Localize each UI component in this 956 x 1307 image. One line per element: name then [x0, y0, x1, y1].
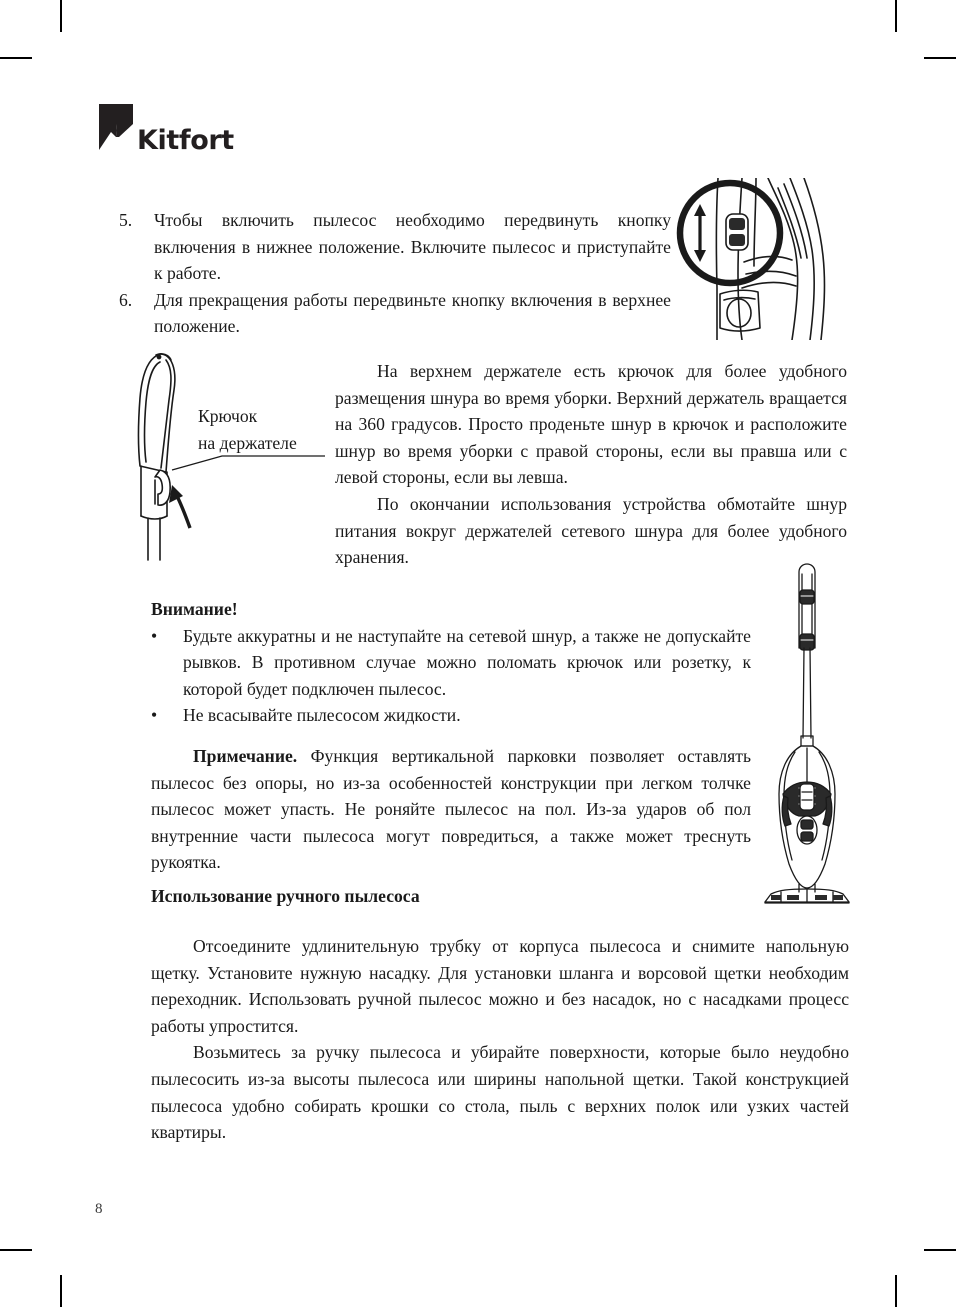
- list-item: [119, 287, 671, 340]
- crop-mark-top-left-vertical: [60, 0, 62, 32]
- note-lead: Примечание.: [193, 746, 298, 766]
- crop-mark-bottom-left-horizontal: [0, 1249, 32, 1251]
- note-block: [151, 743, 751, 876]
- paragraph: [151, 743, 751, 876]
- list-item-text: Не всасывайте пылесосом жидкости.: [183, 705, 461, 726]
- list-item-text: Чтобы включить пылесос необходимо передвинуть кнопку включения в нижнее положение. Включите пылесос и приступайте к работе.: [154, 210, 671, 284]
- paragraph: На верхнем держателе есть крючок для более удобного размещения шнура во время уборки. Верхний держатель вращается на 360 градусов. Просто проденьте шнур в крючок и расположите шнур во время уборки с правой стороны, если вы правша или с левой стороны, если вы левша.: [335, 361, 847, 488]
- list-item: [119, 207, 671, 287]
- paragraph: Отсоедините удлинительную трубку от корпуса пылесоса и снимите напольную щетку. Установите нужную насадку. Для установки шланга и ворсовой щетки необходим переходник. Использовать ручной пылесос можно и без насадок, но с насадками процесс работы упростится.: [151, 936, 849, 1036]
- paragraph: По окончании использования устройства обмотайте шнур питания вокруг держателей сетевого шнура для более удобного хранения.: [335, 493, 847, 568]
- upright-vacuum-illustration: [757, 562, 857, 904]
- paragraph: Возьмитесь за ручку пылесоса и убирайте поверхности, которые было неудобно пылесосить из-за высоты пылесоса или ширины напольной щетки. Такой конструкцией пылесоса удобно собирать крошки со стола, пыль с верхних полок или узких частей квартиры.: [151, 1042, 849, 1143]
- hook-label-line-2: на держателе: [198, 432, 297, 453]
- list-item: [151, 702, 751, 729]
- curved-arrow-icon: [169, 485, 190, 528]
- list-item-text: Будьте аккуратны и не наступайте на сетевой шнур, а также не допускайте рывков. В противном случае можно поломать крючок или розетку, к которой будет подключен пылесос.: [183, 625, 751, 699]
- bullet-marker: •: [151, 705, 158, 726]
- note-text: Функция вертикальной парковки позволяет оставлять пылесос без опоры, но из-за особенностей конструкции при легком толчке пылесос может упасть. Не роняйте пылесос на пол. Из-за ударов об пол внутренние части пылесоса могут повредиться, а также может треснуть рукоятка.: [151, 746, 751, 873]
- list-item-marker: 5.: [119, 210, 133, 230]
- power-switch-detail-illustration: [672, 178, 848, 340]
- hook-label: [198, 403, 328, 456]
- hook-description-block: [335, 358, 847, 571]
- numbered-instruction-list: [119, 207, 671, 340]
- list-item-marker: 6.: [119, 289, 133, 310]
- crop-mark-top-right-horizontal: [924, 57, 956, 59]
- hook-label-line-1: Крючок: [198, 406, 258, 426]
- crop-mark-bottom-left-vertical: [60, 1275, 62, 1307]
- section-heading: Использование ручного пылесоса: [151, 886, 420, 906]
- brand-name: Kitfort: [137, 125, 234, 156]
- bullet-marker: •: [151, 625, 158, 646]
- crop-mark-bottom-right-horizontal: [924, 1249, 956, 1251]
- page-number: 8: [95, 1201, 103, 1217]
- list-item: [151, 623, 751, 703]
- list-item-text: Для прекращения работы передвиньте кнопку включения в верхнее положение.: [154, 289, 671, 337]
- crop-mark-top-left-horizontal: [0, 57, 32, 59]
- up-down-arrow-icon: [694, 204, 706, 262]
- brand-logo: [97, 104, 234, 156]
- attention-title: Внимание!: [151, 599, 238, 619]
- crop-mark-bottom-right-vertical: [895, 1275, 897, 1307]
- handheld-description-block: [151, 908, 849, 1146]
- crop-mark-top-right-vertical: [895, 0, 897, 32]
- attention-block: [151, 596, 751, 729]
- kitfort-flag-icon: [97, 104, 135, 156]
